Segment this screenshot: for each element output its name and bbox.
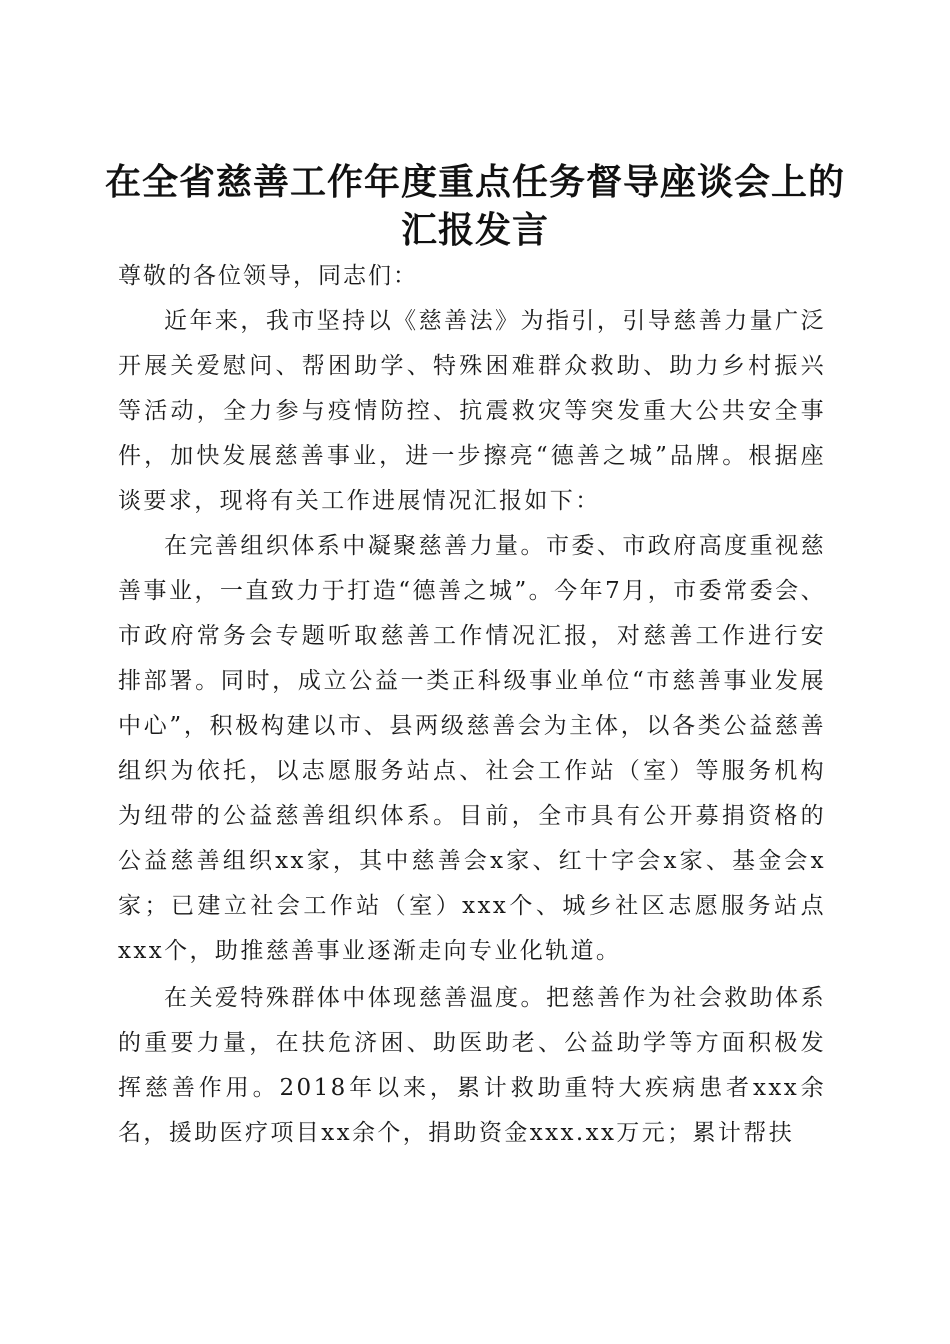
paragraph-intro: 近年来，我市坚持以《慈善法》为指引，引导慈善力量广泛开展关爱慰问、帮困助学、特殊困难群众救助、助力乡村振兴等活动，全力参与疫情防控、抗震救灾等突发重大公共安全事件，加快发展慈善事业，进一步擦亮“德善之城”品牌。根据座谈要求，现将有关工作进展情况汇报如下：: [118, 308, 826, 514]
document-title: [100, 158, 850, 254]
paragraph-special-groups: 在关爱特殊群体中体现慈善温度。把慈善作为社会救助体系的重要力量，在扶危济困、助医助老、公益助学等方面积极发挥慈善作用。2018年以来，累计救助重特大疾病患者xxx余名，援助医疗项目xx余个，捐助资金xxx.xx万元；累计帮扶: [118, 985, 826, 1146]
paragraph-organization-system: 在完善组织体系中凝聚慈善力量。市委、市政府高度重视慈善事业，一直致力于打造“德善之城”。今年7月，市委常委会、市政府常务会专题听取慈善工作情况汇报，对慈善工作进行安排部署。同时，成立公益一类正科级事业单位“市慈善事业发展中心”，积极构建以市、县两级慈善会为主体，以各类公益慈善组织为依托，以志愿服务站点、社会工作站（室）等服务机构为纽带的公益慈善组织体系。目前，全市具有公开募捐资格的公益慈善组织xx家，其中慈善会x家、红十字会x家、基金会x家；已建立社会工作站（室）xxx个、城乡社区志愿服务站点xxx个，助推慈善事业逐渐走向专业化轨道。: [118, 533, 826, 964]
salutation: 尊敬的各位领导，同志们：: [118, 263, 418, 289]
title-line-2: 汇报发言: [400, 209, 549, 252]
title-line-1: 在全省慈善工作年度重点任务督导座谈会上的: [104, 161, 845, 204]
document-body: [118, 254, 826, 1156]
